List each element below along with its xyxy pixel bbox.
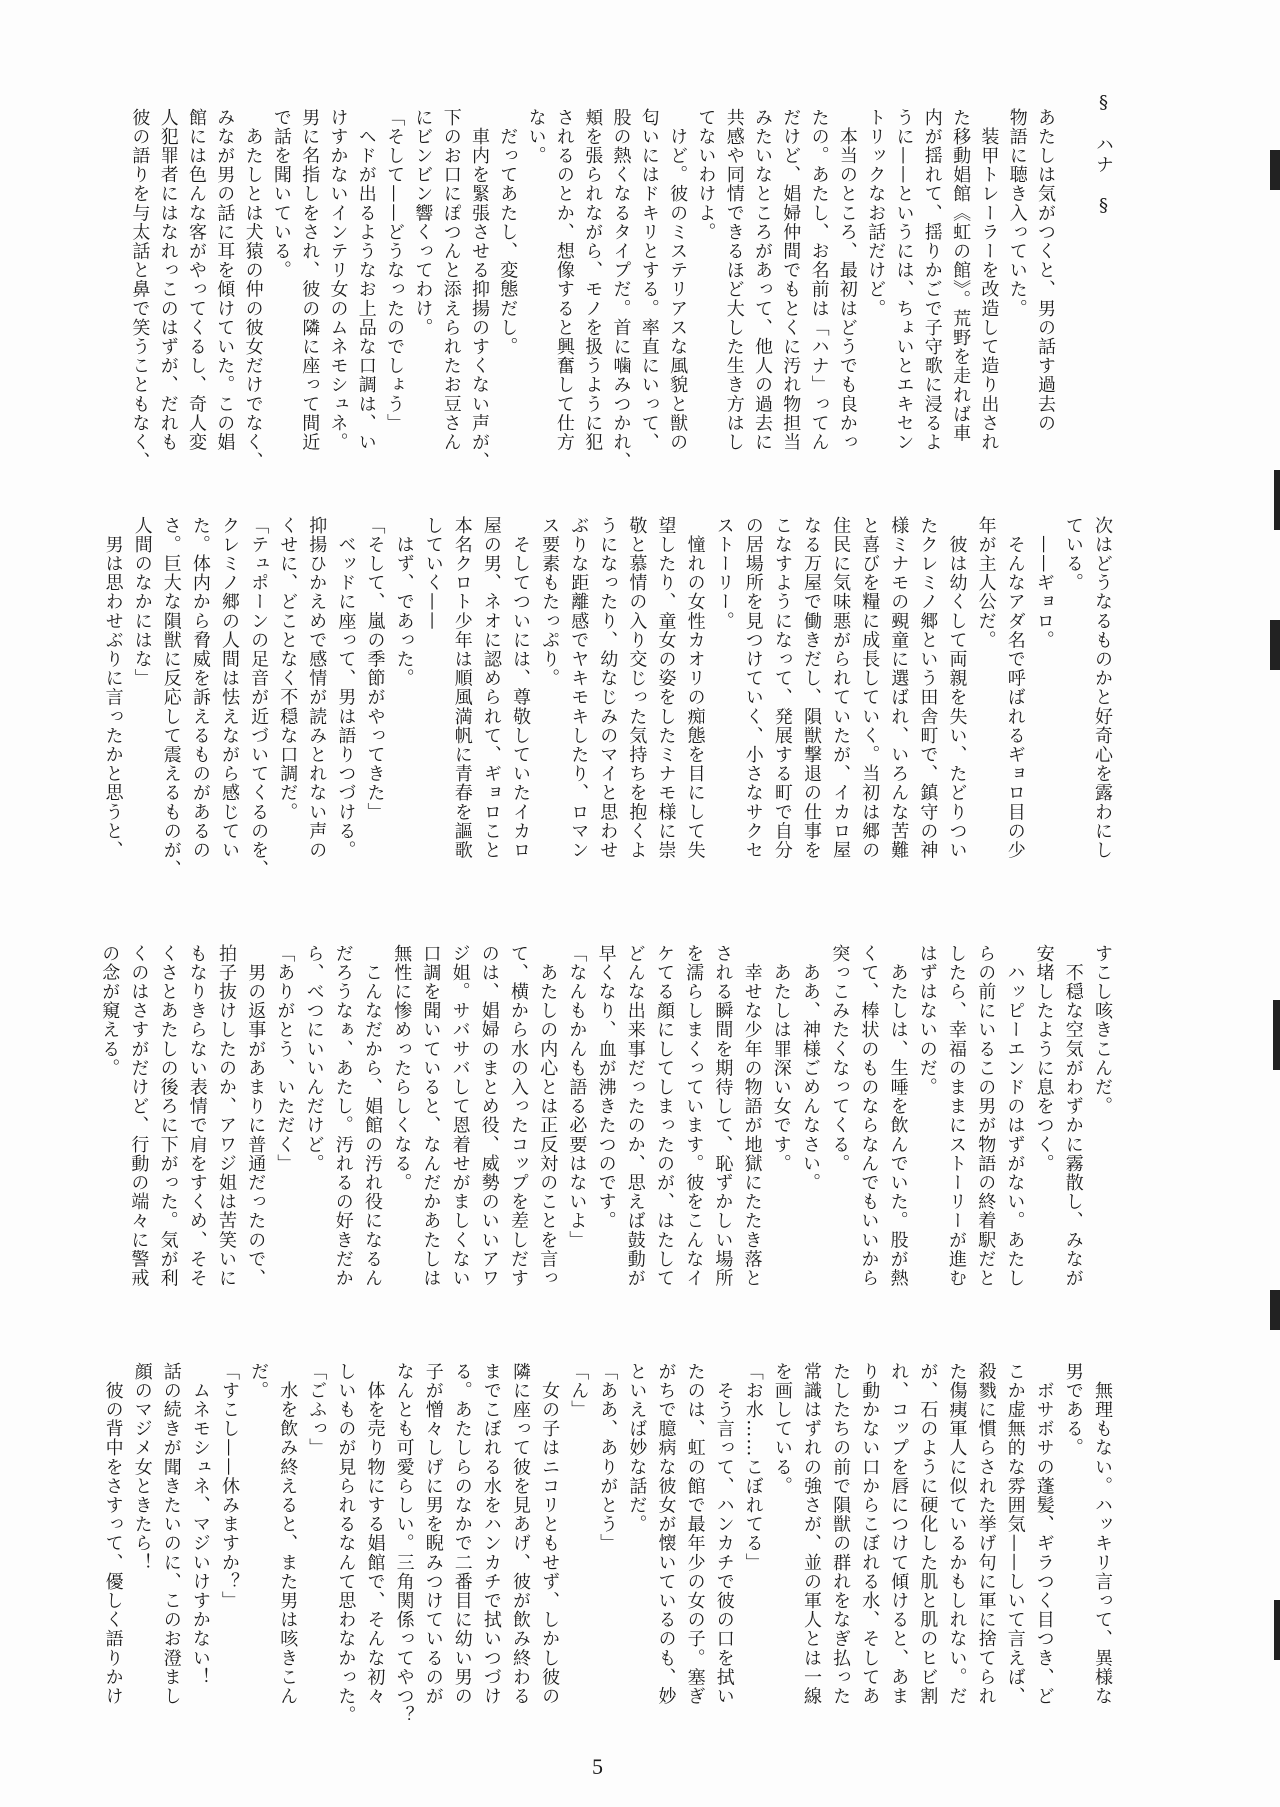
text-column: り動かない口からこぼれる水、そしてあ [859,1362,881,1706]
text-column: だろうなぁ、あたし。汚れるの好きだか [332,944,354,1288]
text-column: を濡らしまくっています。彼をこんなイ [683,944,705,1288]
text-column: けど。彼のミステリアスな風貌と獣の [667,108,689,452]
text-column: までこぼれる水をハンカチで拭いつづけ [480,1362,502,1706]
text-column: 男の返事があまりに普通だったので、 [245,944,267,1288]
text-column: 物語に聴き入っていた。 [1006,108,1028,319]
text-column: 屋の男、ネオに認められて、ギョロこと [480,516,502,860]
text-column: あたしは罪深い女です。 [770,944,792,1174]
text-column: たしたちの前で隕獣の群れをなぎ払った [830,1362,852,1706]
text-column: していく—— [422,516,444,631]
text-column: たクレミノ郷という田舎町で、鎮守の神 [917,516,939,860]
text-column: ムネモシュネ、マジいけすかない！ [189,1362,211,1687]
text-column: 子が憎々しげに男を睨みつけているのが [422,1362,444,1706]
text-column: 彼は幼くして両親を失い、たどりつい [946,516,968,860]
text-column: た。体内から脅威を訴えるものがあるの [189,516,211,860]
text-column: 望したり、童女の姿をしたミナモ様に崇 [655,516,677,860]
text-column: ヘドが出るようなお上品な口調は、い [355,108,377,452]
text-column: ベッドに座って、男は語りつづける。 [335,516,357,860]
text-column: 股の熱くなるタイプだ。首に噛みつかれ、 [610,108,632,471]
text-column: 男は思わせぶりに言ったかと思うと、 [102,516,124,860]
text-column: の居場所を見つけていく、小さなサクセ [742,516,764,860]
text-column: 体を売り物にする娼館で、そんな初々 [364,1362,386,1706]
text-column: の念が窺える。 [99,944,121,1078]
scan-edge-mark [1273,1000,1280,1070]
text-column: れ、コップを唇につけて傾けると、あま [888,1362,910,1706]
text-column: た移動娼館《虹の館》。荒野を走れば車 [950,108,972,443]
text-column: を画している。 [771,1362,793,1496]
text-column: 「なんもかんも語る必要はないよ」 [566,944,588,1250]
text-column: こなすようになって、発展する町で自分 [771,516,793,860]
text-column: しいものが見られるなんて思わなかった。 [335,1362,357,1725]
text-column: そんなアダ名で呼ばれるギョロ目の少 [1004,516,1026,860]
text-column: ない。 [525,108,547,166]
text-column: た傷痍軍人に似ているかもしれない。だ [946,1362,968,1706]
text-column: 様ミナモの覡童に選ばれ、いろんな苦難 [888,516,910,860]
text-column: ああ、神様ごめんなさい。 [800,944,821,1193]
text-column: 車内を緊張させる抑揚のすくない声が、 [469,108,490,471]
text-column: 下のお口にぽつんと添えられたお豆さん [440,108,462,452]
text-column: 話の続きが聞きたいのに、このお澄まし [160,1362,182,1706]
text-column: 早くなり、血が沸きたつのです。 [595,944,617,1231]
text-column: といえば妙な話だ。 [626,1362,648,1534]
text-column: らの前にいるこの男が物語の終着駅だと [975,944,997,1288]
text-column: ている。 [1062,516,1084,593]
text-column: だけど、娼婦仲間でもとくに汚れ物担当 [780,108,802,452]
text-column: 頬を張られながら、モノを扱うように犯 [582,108,604,452]
text-column: て、横から水の入ったコップを差しだす [508,944,529,1288]
text-column: 彼の語りを与太話と鼻で笑うこともなく、 [129,108,151,471]
scan-edge-mark [1274,1600,1280,1660]
text-column: 水を飲み終えると、また男は咳きこん [277,1362,299,1706]
text-column: したら、幸福のままにストーリーが進む [946,944,967,1288]
text-column: 「そして——どうなったのでしょう」 [384,108,406,433]
text-column: 顔のマジメ女ときたら！ [131,1362,153,1573]
page-number: 5 [592,1754,603,1779]
text-column: そう言って、ハンカチで彼の口を拭い [713,1362,735,1706]
text-column: 無性に惨めったらしくなる。 [391,944,413,1193]
text-column: 敬と慕情の入り交じった気持ちを抱くよ [626,516,648,860]
text-column: こんなだから、娼館の汚れ役になるん [362,944,383,1288]
text-column: ス要素もたっぷり。 [539,516,561,688]
text-column: クレミノ郷の人間は怯えながら感じてい [219,516,240,860]
text-column: みなが男の話に耳を傾けていた。この娼 [214,108,236,452]
text-column: 安堵したように息をつく。 [1033,944,1055,1174]
text-column: 隣に座って彼を見あげ、彼が飲み終わる [510,1362,531,1706]
text-column: うになったり、幼なじみのマイと思わせ [597,516,619,860]
text-column: 幸せな少年の物語が地獄にたたき落と [741,944,763,1288]
text-column: 「ありがとう、いただく」 [274,944,296,1174]
text-column: くさとあたしの後ろに下がった。気が利 [157,944,179,1288]
text-column: 拍子抜けしたのか、アワジ姐は苦笑いに [216,944,237,1288]
section-heading: § ハナ § [1093,92,1114,218]
scan-edge-mark [1270,150,1280,190]
text-column: 「お水……こぼれてる」 [742,1362,764,1573]
text-column: 人間のなかにはな」 [131,516,153,688]
text-column: 共感や同情できるほど大した生き方はし [723,108,745,452]
text-column: 「ん」 [568,1362,590,1420]
text-column: トリックなお話だけど。 [865,108,887,319]
text-column: はずはないのだ。 [916,944,938,1097]
text-column: 「ああ、ありがとう」 [597,1362,619,1553]
text-column: 「テュポーンの足音が近づいてくるのを、 [248,516,270,879]
text-column: てないわけよ。 [695,108,717,242]
text-column: そしてついには、尊敬していたイカロ [510,516,531,860]
scan-edge-mark [1270,620,1280,670]
text-column: される瞬間を期待して、恥ずかしい場所 [712,944,734,1288]
text-column: と喜びを糧に成長していく。当初は郷の [859,516,881,860]
text-column: けすかないインテリ女のムネモシュネ。 [327,108,349,452]
text-column: はず、であった。 [393,516,415,688]
text-column: くせに、どことなく不穏な口調だ。 [277,516,299,822]
text-column: 無理もない。ハッキリ言って、異様な [1092,1362,1113,1706]
text-column: すこし咳きこんだ。 [1092,944,1113,1116]
text-column: 住民に気味悪がられていたが、イカロ屋 [830,516,852,860]
text-column: ケてる顔にしてしまったのが、はたして [654,944,675,1288]
text-column: 男である。 [1062,1362,1084,1458]
text-column: たのは、虹の館で最年少の女の子。塞ぎ [684,1362,706,1706]
text-column: のは、娼婦のまとめ役、威勢のいいアワ [478,944,500,1288]
text-column: だ。 [248,1362,270,1401]
text-column: たの。あたし、お名前は「ハナ」ってん [808,108,830,452]
text-column: 「ごふっ」 [306,1362,328,1458]
text-column: 次はどうなるものかと好奇心を露わにし [1092,516,1113,860]
text-column: 館には色んな客がやってくるし、奇人変 [186,108,207,452]
text-column: みたいなところがあって、他人の過去に [752,108,773,452]
text-column: だってあたし、変態だし。 [497,108,519,357]
text-column: さ。巨大な隕獣に反応して震えるものが、 [160,516,182,879]
text-column: る。あたしらのなかで二番目に幼い男の [451,1362,473,1706]
text-column: で話を聞いている。 [270,108,292,280]
text-column: 年が主人公だ。 [975,516,997,650]
text-column: 不穏な空気がわずかに霧散し、みなが [1062,944,1084,1288]
text-column: くて、棒状のものならなんでもいいから [858,944,880,1288]
text-column: 女の子はニコリともせず、しかし彼の [539,1362,561,1706]
text-column: されるのとか、想像すると興奮して仕方 [553,108,575,452]
text-column: 男に名指しをされ、彼の隣に座って間近 [299,108,321,452]
text-column: 突っこみたくなってくる。 [829,944,851,1174]
text-column: あたしは気がつくと、男の話す過去の [1035,108,1056,433]
text-column: こか虚無的な雰囲気——しいて言えば、 [1004,1362,1026,1706]
text-column: 常識はずれの強さが、並の軍人とは一線 [801,1362,822,1706]
text-column: 抑揚ひかえめで感情が読みとれない声の [306,516,328,860]
text-column: 人犯罪者にはなれっこのはずが、だれも [157,108,179,452]
text-column: 「すこし——休みますか？」 [219,1362,240,1611]
text-column: くのはさすがだけど、行動の端々に警戒 [128,944,150,1288]
text-column: もなりきらない表情で肩をすくめ、そそ [186,944,208,1288]
scan-edge-mark [1270,1290,1280,1330]
text-column: うに——というには、ちょいとエキセン [893,108,915,452]
text-column: 口調を聞いていると、なんだかあたしは [420,944,442,1288]
text-column: ら、べつにいいんだけど。 [303,944,325,1174]
text-column: ボサボサの蓬髪、ギラつく目つき、ど [1033,1362,1055,1706]
text-column: あたしとは犬猿の仲の彼女だけでなく、 [242,108,264,471]
text-column: 本名クロト少年は順風満帆に青春を謳歌 [451,516,473,860]
text-column: にビンビン響くってわけ。 [412,108,434,338]
text-column: 本当のところ、最初はどうでも良かっ [836,108,858,452]
text-column: あたしの内心とは正反対のことを言っ [537,944,559,1288]
text-column: 装甲トレーラーを改造して造り出され [978,108,1000,452]
text-column: ——ギョロ。 [1033,516,1055,650]
text-column: 彼の背中をさすって、優しく語りかけ [102,1362,124,1706]
text-column: 匂いにはドキリとする。率直にいって、 [638,108,660,452]
text-column: なんとも可愛らしい。三角関係ってやつ？ [393,1362,415,1725]
text-column: どんな出来事だったのか、思えば鼓動が [624,944,646,1288]
text-column: あたしは、生唾を飲んでいた。股が熱 [887,944,909,1288]
text-column: 殺戮に慣らされた挙げ句に軍に捨てられ [975,1362,997,1706]
text-column: なる万屋で働きだし、隕獣撃退の仕事を [801,516,822,860]
text-column: が、石のように硬化した肌と肌のヒビ割 [917,1362,939,1706]
text-column: がちで臆病な彼女が懐いているのも、妙 [655,1362,677,1706]
scan-edge-mark [1274,470,1280,530]
text-column: ぶりな距離感でヤキモキしたり、ロマン [568,516,590,860]
text-column: ハッピーエンドのはずがない。あたし [1004,944,1026,1288]
text-column: ストーリー。 [713,516,735,631]
text-column: 内が揺れて、揺りかごで子守歌に浸るよ [921,108,943,452]
text-column: ジ姐。サバサバして恩着せがましくない [449,944,471,1288]
text-column: 憧れの女性カオリの痴態を目にして失 [684,516,706,860]
text-column: 「そして、嵐の季節がやってきた」 [364,516,386,822]
